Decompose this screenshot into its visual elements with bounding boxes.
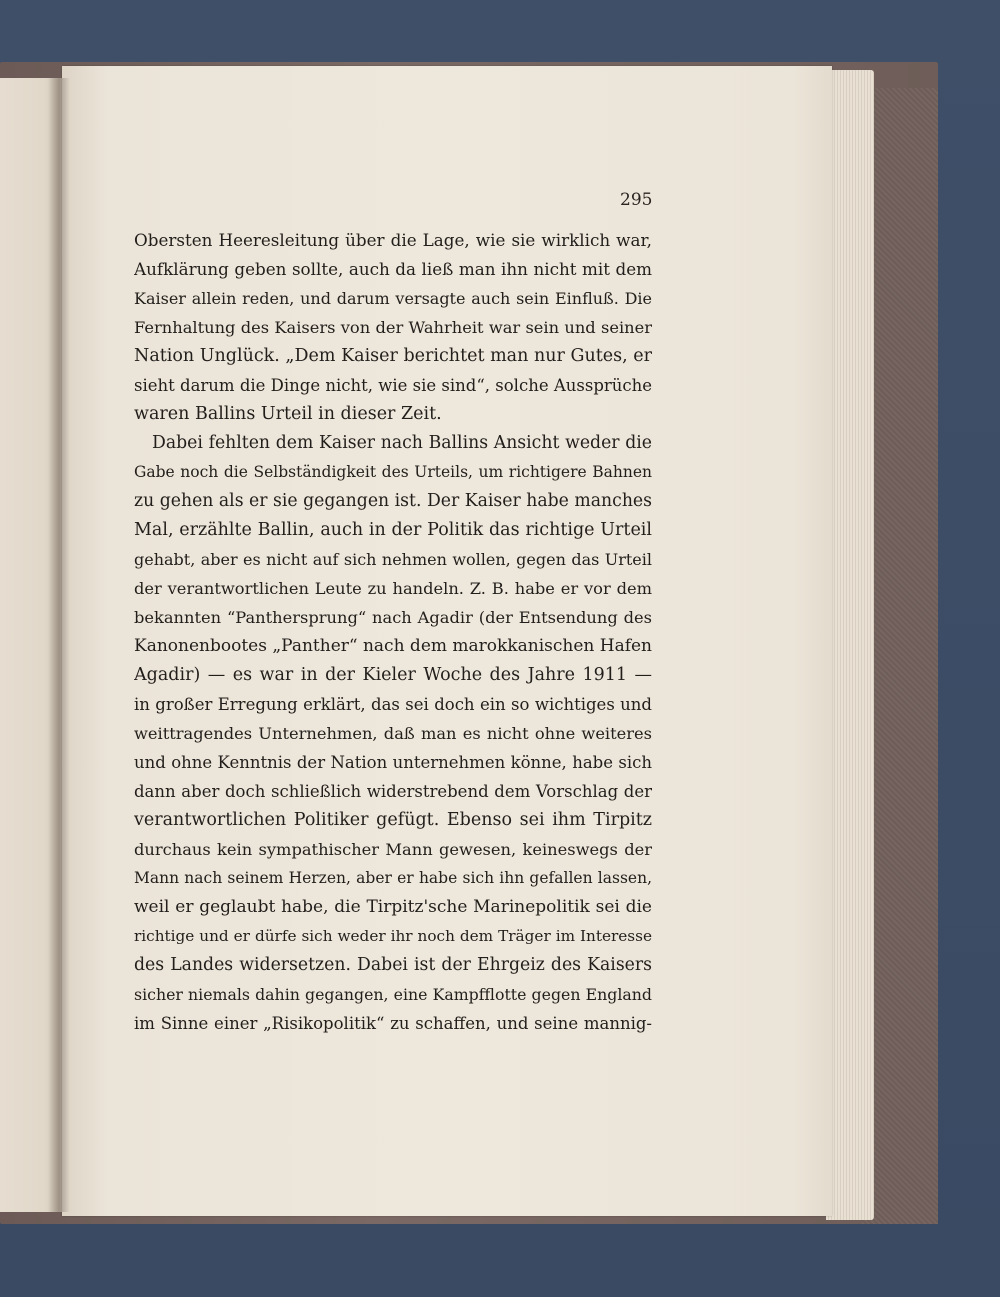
text-line: Agadir) — es war in der Kieler Woche des Jahre 1911 —: [134, 665, 652, 685]
text-line: gehabt, aber es nicht auf sich nehmen wollen, gegen das Urteil: [134, 550, 652, 569]
body-text: [134, 226, 652, 1038]
text-line: sieht darum die Dinge nicht, wie sie sind“, solche Aussprüche: [134, 376, 652, 395]
text-line: Mann nach seinem Herzen, aber er habe sich ihn gefallen lassen,: [134, 869, 652, 887]
text-line: der verantwortlichen Leute zu handeln. Z. B. habe er vor dem: [134, 579, 652, 598]
text-line: im Sinne einer „Risikopolitik“ zu schaffen, und seine mannig-: [134, 1014, 652, 1033]
text-line: des Landes widersetzen. Dabei ist der Ehrgeiz des Kaisers: [134, 955, 652, 975]
page-edges: [826, 70, 874, 1220]
text-line: und ohne Kenntnis der Nation unternehmen könne, habe sich: [134, 753, 652, 772]
text-line: waren Ballins Urteil in dieser Zeit.: [134, 404, 442, 424]
text-line: Gabe noch die Selbständigkeit des Urteils, um richtigere Bahnen: [134, 463, 652, 481]
text-line: weittragendes Unternehmen, daß man es nicht ohne weiteres: [134, 724, 652, 743]
paragraph-start: Dabei fehlten dem Kaiser nach Ballins Ansicht weder die: [152, 433, 652, 453]
page-number: 295: [620, 190, 653, 210]
text-line: durchaus kein sympathischer Mann gewesen, keineswegs der: [134, 840, 652, 859]
text-line: Obersten Heeresleitung über die Lage, wie sie wirklich war,: [134, 230, 652, 250]
text-line: dann aber doch schließlich widerstrebend dem Vorschlag der: [134, 782, 652, 801]
text-line: zu gehen als er sie gegangen ist. Der Kaiser habe manches: [134, 491, 652, 511]
text-line: weil er geglaubt habe, die Tirpitz'sche Marinepolitik sei die: [134, 897, 652, 917]
text-line: Kaiser allein reden, und darum versagte auch sein Einfluß. Die: [134, 289, 652, 308]
text-line: sicher niemals dahin gegangen, eine Kampfflotte gegen England: [134, 985, 652, 1004]
book-gutter: [48, 78, 70, 1212]
text-line: richtige und er dürfe sich weder ihr noch dem Träger im Interesse: [134, 927, 652, 945]
text-line: Kanonenbootes „Panther“ nach dem marokkanischen Hafen: [134, 636, 652, 656]
text-line: verantwortlichen Politiker gefügt. Ebenso sei ihm Tirpitz: [134, 810, 652, 830]
text-line: Aufklärung geben sollte, auch da ließ man ihn nicht mit dem: [134, 259, 652, 279]
text-line: bekannten “Panthersprung“ nach Agadir (der Entsendung des: [134, 608, 652, 627]
text-line: in großer Erregung erklärt, das sei doch ein so wichtiges und: [134, 695, 652, 714]
text-line: Nation Unglück. „Dem Kaiser berichtet man nur Gutes, er: [134, 346, 652, 366]
text-line: Fernhaltung des Kaisers von der Wahrheit war sein und seiner: [134, 318, 652, 337]
text-line: Mal, erzählte Ballin, auch in der Politik das richtige Urteil: [134, 520, 652, 540]
